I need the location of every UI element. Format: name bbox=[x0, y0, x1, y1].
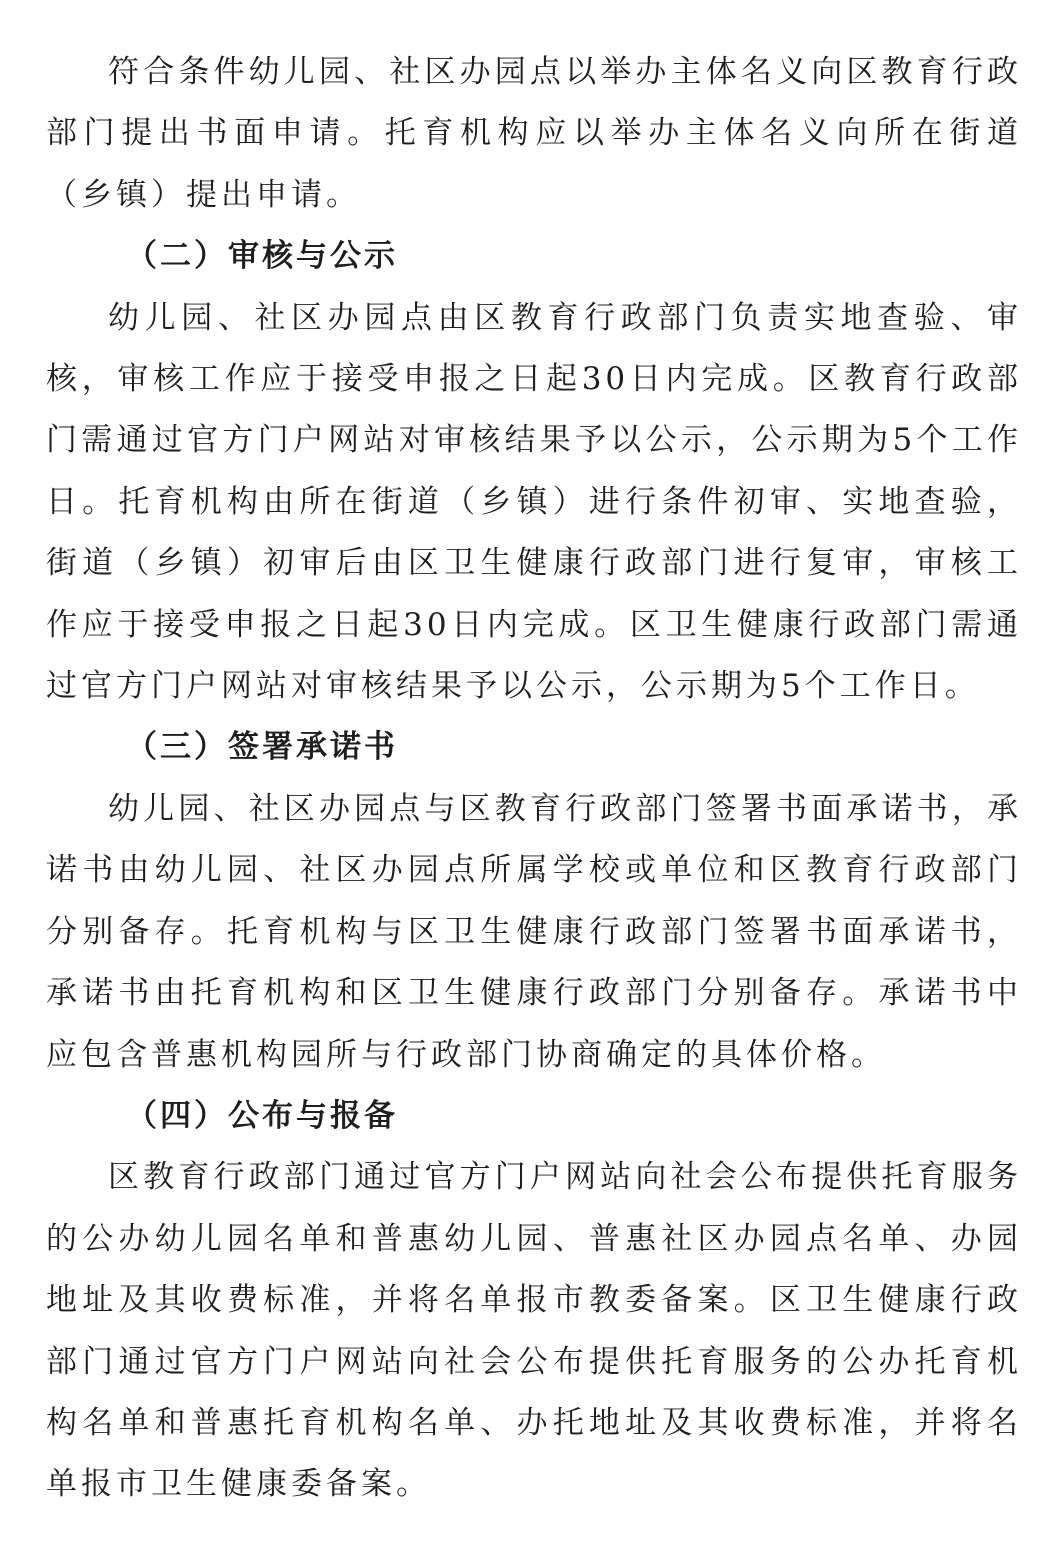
paragraph-publish: 区教育行政部门通过官方门户网站向社会公布提供托育服务的公办幼儿园名单和普惠幼儿园、普惠社区办园点名单、办园地址及其收费标准，并将名单报市教委备案。区卫生健康行政部门通过官方门户网站向社会公布提供托育服务的公办托育机构名单和普惠托育机构名单、办托地址及其收费标准，并将名单报市卫生健康委备案。 bbox=[46, 1159, 1022, 1503]
section-heading-review: （二）审核与公示 bbox=[126, 238, 398, 275]
paragraph-commitment: 幼儿园、社区办园点与区教育行政部门签署书面承诺书，承诺书由幼儿园、社区办园点所属学校或单位和区教育行政部门分别备存。托育机构与区卫生健康行政部门签署书面承诺书，承诺书由托育机构和区卫生健康行政部门分别备存。承诺书中应包含普惠机构园所与行政部门协商确定的具体价格。 bbox=[46, 790, 1022, 1073]
section-heading-commitment: （三）签署承诺书 bbox=[126, 729, 398, 766]
document-page bbox=[46, 42, 1022, 1516]
section-heading-publish: （四）公布与报备 bbox=[126, 1097, 398, 1134]
paragraph-application: 符合条件幼儿园、社区办园点以举办主体名义向区教育行政部门提出书面申请。托育机构应以举办主体名义向所在街道（乡镇）提出申请。 bbox=[46, 54, 1022, 213]
paragraph-review: 幼儿园、社区办园点由区教育行政部门负责实地查验、审核，审核工作应于接受申报之日起30日内完成。区教育行政部门需通过官方门户网站对审核结果予以公示，公示期为5个工作日。托育机构由所在街道（乡镇）进行条件初审、实地查验，街道（乡镇）初审后由区卫生健康行政部门进行复审，审核工作应于接受申报之日起30日内完成。区卫生健康行政部门需通过官方门户网站对审核结果予以公示，公示期为5个工作日。 bbox=[46, 299, 1022, 705]
